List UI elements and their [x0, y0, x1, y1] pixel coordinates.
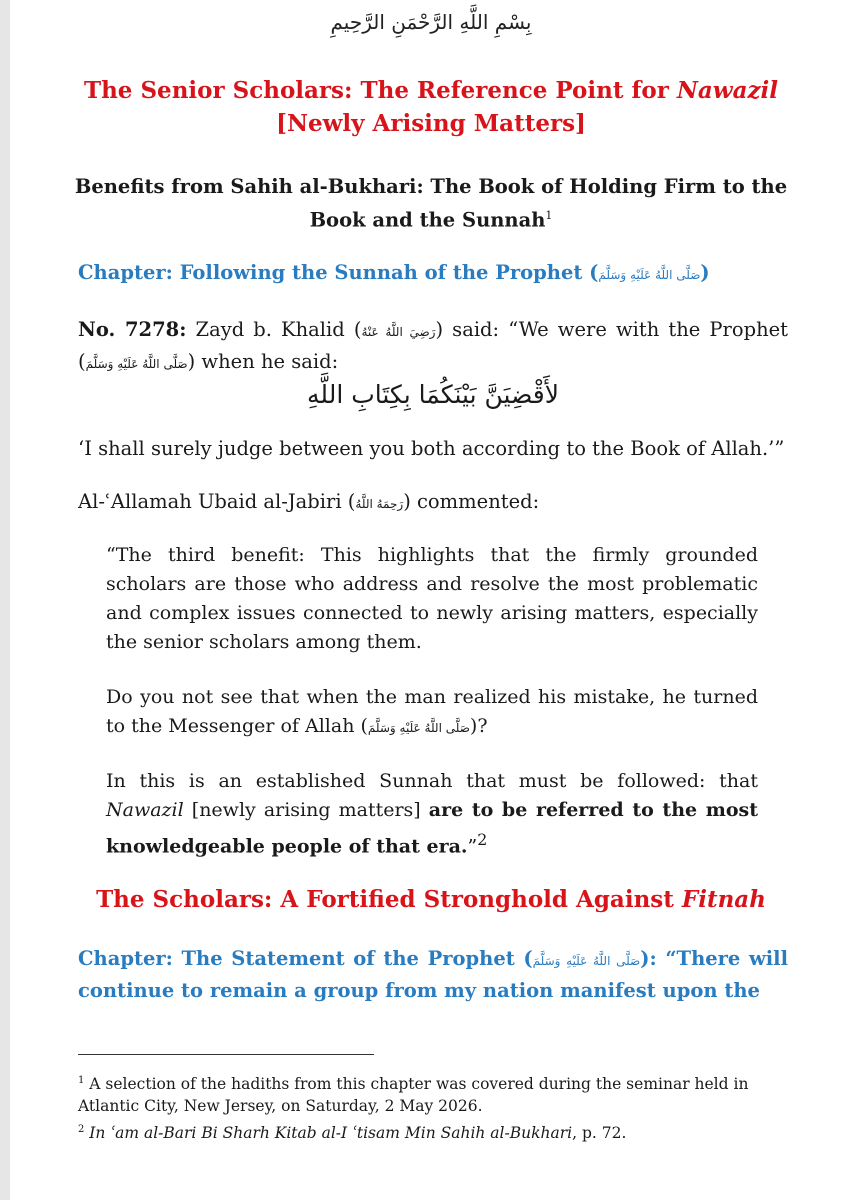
honorific-prophet: صَلَّى اللَّهُ عَلَيْهِ وَسَلَّمَ	[532, 954, 641, 968]
chapter-heading-1: Chapter: Following the Sunnah of the Prophet (صَلَّى اللَّهُ عَلَيْهِ وَسَلَّمَ)	[78, 261, 710, 284]
chapter-heading-2: Chapter: The Statement of the Prophet (صَلَّى اللَّهُ عَلَيْهِ وَسَلَّمَ): “There will continue to remain a group from my nation manifest upon the	[78, 947, 788, 1002]
footnote-1-text: A selection of the hadiths from this chapter was covered during the seminar held in Atlantic City, New Jersey, on Saturday, 2 May 2026.	[78, 1075, 749, 1116]
footnote-ref-2[interactable]: 2	[477, 830, 488, 849]
title-italic: Nawazil	[676, 77, 779, 104]
hadith-intro1: Zayd b. Khalid	[186, 318, 354, 341]
footnote-2-number: 2	[78, 1124, 85, 1135]
hadith-intro: No. 7278: Zayd b. Khalid (رَضِيَ اللَّهُ عَنْهُ) said: “We were with the Prophet (صَلَّى اللَّهُ عَلَيْهِ وَسَلَّمَ) when he said:	[78, 318, 788, 373]
page-subtitle	[60, 172, 802, 235]
title-part2: [Newly Arising Matters]	[276, 110, 586, 137]
q2-part2: ?	[477, 715, 488, 737]
commented-text: commented:	[410, 490, 540, 513]
hadith-translation: ‘I shall surely judge between you both according to the Book of Allah.’”	[78, 437, 785, 460]
honorific-commentator: رَحِمَهُ اللَّهُ	[355, 497, 404, 511]
honorific-companion: رَضِيَ اللَّهُ عَنْهُ	[361, 325, 436, 339]
heading2-italic: Fitnah	[681, 886, 766, 913]
basmala-header: بِسْمِ اللَّهِ الرَّحْمَنِ الرَّحِيمِ	[330, 10, 532, 34]
title-part1: The Senior Scholars: The Reference Point for	[83, 77, 677, 104]
footnote-2	[78, 1119, 788, 1144]
quote-paragraph-1: “The third benefit: This highlights that the firmly grounded scholars are those who address and resolve the most problematic and complex issues connected to newly arising matters, especially the senior scholars among them.	[106, 544, 758, 653]
commentator-name: Al-ʿAllamah Ubaid al-Jabiri	[78, 490, 348, 513]
honorific-prophet: صَلَّى اللَّهُ عَلَيْهِ وَسَلَّمَ	[367, 721, 470, 735]
q3-part2: [newly arising matters]	[183, 799, 429, 821]
footnote-1	[78, 1070, 788, 1117]
chapter2-part1: Chapter: The Statement of the Prophet	[78, 947, 524, 970]
subtitle-text: Benefits from Sahih al-Bukhari: The Book of Holding Firm to the Book and the Sunnah	[74, 175, 788, 232]
section-heading-2	[60, 883, 802, 916]
quote-paragraph-3	[106, 767, 758, 861]
footnote-divider	[78, 1054, 374, 1055]
page-title	[60, 74, 802, 140]
footnote-2-title: In ʿam al-Bari Bi Sharh Kitab al-I ʿtisam Min Sahih al-Bukhari	[84, 1124, 573, 1143]
hadith-number: No. 7278:	[78, 318, 187, 341]
q3-italic: Nawazil	[106, 799, 184, 821]
footnote-2-text: , p. 72.	[572, 1124, 627, 1143]
chapter1-text: Chapter: Following the Sunnah of the Prophet	[78, 261, 583, 284]
quote-paragraph-2: Do you not see that when the man realized his mistake, he turned to the Messenger of Allah (صَلَّى اللَّهُ عَلَيْهِ وَسَلَّمَ)?	[106, 686, 758, 737]
hadith-intro2: said: “We were with the Prophet	[443, 318, 788, 341]
honorific-prophet: صَلَّى اللَّهُ عَلَيْهِ وَسَلَّمَ	[598, 268, 701, 282]
q2-part1: Do you not see that when the man realized his mistake, he turned to the Messenger of Allah	[106, 686, 758, 737]
q3-close: ”	[467, 835, 478, 858]
commentator-line: Al-ʿAllamah Ubaid al-Jabiri (رَحِمَهُ اللَّهُ) commented:	[78, 490, 540, 513]
hadith-intro3: when he said:	[195, 350, 339, 373]
hadith-arabic-text: لأَقْضِيَنَّ بَيْنَكُمَا بِكِتَابِ اللَّهِ	[307, 380, 559, 409]
footnote-1-number: 1	[78, 1075, 85, 1086]
footnote-ref-1[interactable]: 1	[545, 209, 553, 222]
q3-bold: are to be referred to the most knowledgeable people of that era.	[106, 799, 758, 858]
heading2-part1: The Scholars: A Fortified Stronghold Against	[96, 886, 682, 913]
q3-part1: In this is an established Sunnah that must be followed: that	[106, 770, 758, 792]
honorific-prophet: صَلَّى اللَّهُ عَلَيْهِ وَسَلَّمَ	[85, 357, 188, 371]
chapter2-part2: : “There will continue to remain a group from my nation manifest upon the	[78, 947, 788, 1002]
